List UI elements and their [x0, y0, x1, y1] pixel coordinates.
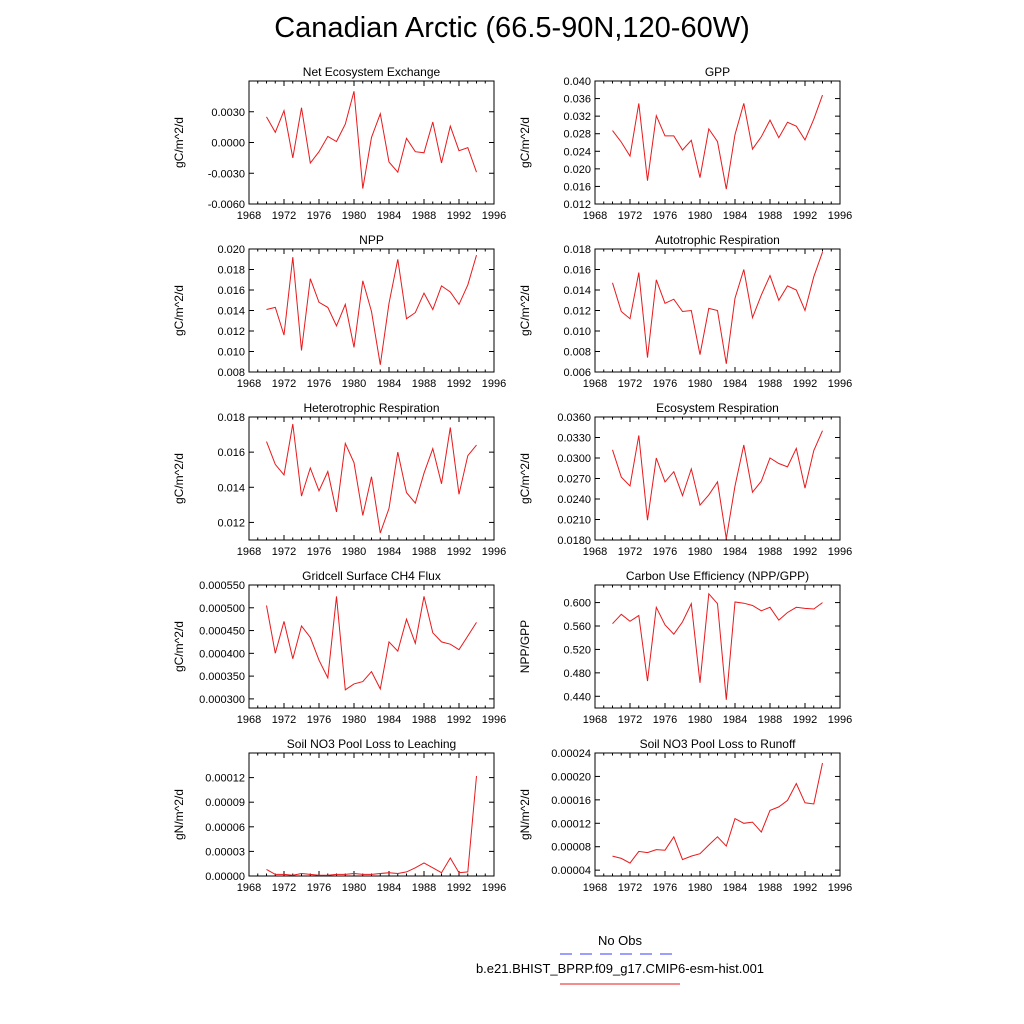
x-tick-label: 1988	[411, 546, 437, 558]
plot-frame	[595, 753, 840, 876]
chart-panel-1	[172, 65, 506, 222]
x-tick-label: 1996	[481, 378, 507, 390]
panel-title: Soil NO3 Pool Loss to Runoff	[639, 737, 796, 751]
x-tick-label: 1968	[582, 210, 608, 222]
x-tick-label: 1968	[236, 882, 262, 894]
y-tick-label: 0.000400	[199, 648, 245, 661]
x-tick-label: 1984	[376, 714, 402, 726]
x-tick-label: 1996	[827, 210, 853, 222]
x-tick-label: 1996	[827, 546, 853, 558]
panel-title: Soil NO3 Pool Loss to Leaching	[286, 737, 457, 751]
x-tick-label: 1984	[722, 882, 748, 894]
x-tick-label: 1976	[652, 210, 678, 222]
plot-frame	[249, 585, 494, 708]
series-line	[267, 776, 477, 875]
panel-title: Net Ecosystem Exchange	[302, 65, 441, 79]
x-tick-label: 1988	[411, 210, 437, 222]
x-tick-label: 1996	[481, 714, 507, 726]
y-axis-label: gC/m^2/d	[172, 621, 186, 672]
x-tick-label: 1992	[446, 210, 472, 222]
chart-panel-6	[518, 401, 852, 558]
series-line	[267, 596, 477, 689]
x-tick-label: 1968	[582, 714, 608, 726]
chart-panel-3	[172, 233, 506, 390]
x-tick-label: 1992	[792, 882, 818, 894]
x-tick-label: 1968	[582, 882, 608, 894]
x-tick-label: 1992	[792, 714, 818, 726]
x-tick-label: 1980	[341, 546, 367, 558]
x-tick-label: 1988	[411, 714, 437, 726]
y-tick-label: 0.0300	[557, 453, 591, 465]
chart-panel-4	[518, 233, 852, 390]
y-tick-label: 0.00012	[551, 818, 591, 831]
x-tick-label: 1968	[582, 378, 608, 390]
series-line	[613, 763, 823, 863]
y-axis-label: gC/m^2/d	[518, 117, 532, 168]
x-tick-label: 1980	[341, 882, 367, 894]
x-tick-label: 1984	[376, 210, 402, 222]
x-tick-label: 1984	[722, 714, 748, 726]
y-tick-label: 0.00016	[551, 794, 591, 807]
x-tick-label: 1988	[757, 378, 783, 390]
y-tick-label: 0.0270	[557, 473, 591, 486]
x-tick-label: 1972	[271, 546, 297, 558]
y-tick-label: 0.000300	[199, 693, 245, 706]
x-tick-label: 1972	[617, 210, 643, 222]
plot-frame	[249, 81, 494, 204]
x-tick-label: 1992	[446, 714, 472, 726]
x-tick-label: 1976	[652, 546, 678, 558]
x-tick-label: 1992	[792, 210, 818, 222]
x-tick-label: 1984	[722, 378, 748, 390]
y-tick-label: 0.000350	[199, 671, 245, 684]
y-tick-label: 0.0360	[557, 412, 591, 424]
series-line	[613, 95, 823, 189]
x-tick-label: 1976	[306, 378, 332, 390]
x-tick-label: 1992	[446, 378, 472, 390]
x-tick-label: 1984	[722, 210, 748, 222]
y-tick-label: 0.040	[563, 76, 591, 88]
series-line	[267, 424, 477, 533]
x-tick-label: 1972	[271, 882, 297, 894]
chart-panel-9	[172, 737, 506, 894]
chart-panel-5	[172, 401, 506, 558]
x-tick-label: 1972	[271, 714, 297, 726]
series-line	[267, 255, 477, 365]
legend-obs-label: No Obs	[597, 933, 643, 948]
y-tick-label: 0.000550	[199, 580, 245, 592]
x-tick-label: 1996	[481, 882, 507, 894]
y-tick-label: 0.008	[217, 367, 245, 379]
y-axis-label: gC/m^2/d	[518, 453, 532, 504]
y-tick-label: 0.440	[563, 691, 591, 704]
x-tick-label: 1988	[757, 882, 783, 894]
y-tick-label: 0.0330	[557, 432, 591, 445]
x-tick-label: 1980	[341, 378, 367, 390]
y-tick-label: 0.00012	[205, 772, 245, 785]
y-tick-label: 0.012	[217, 326, 245, 338]
y-tick-label: 0.014	[217, 305, 245, 318]
y-tick-label: 0.0180	[557, 535, 591, 547]
y-tick-label: 0.020	[563, 163, 591, 176]
x-tick-label: 1984	[376, 882, 402, 894]
y-tick-label: 0.024	[563, 146, 591, 159]
chart-panel-8	[518, 569, 852, 726]
x-tick-label: 1972	[617, 714, 643, 726]
x-tick-label: 1996	[827, 714, 853, 726]
x-tick-label: 1980	[687, 210, 713, 222]
x-tick-label: 1992	[446, 546, 472, 558]
panel-title: Ecosystem Respiration	[656, 401, 779, 415]
x-tick-label: 1976	[652, 882, 678, 894]
x-tick-label: 1984	[376, 378, 402, 390]
y-tick-label: 0.560	[563, 621, 591, 633]
legend-model-label: b.e21.BHIST_BPRP.f09_g17.CMIP6-esm-hist.001	[475, 961, 765, 976]
y-tick-label: 0.018	[563, 244, 591, 256]
chart-panel-10	[518, 737, 852, 894]
y-tick-label: 0.600	[563, 597, 591, 610]
x-tick-label: 1980	[687, 714, 713, 726]
y-tick-label: 0.0030	[211, 106, 245, 119]
x-tick-label: 1996	[481, 546, 507, 558]
y-tick-label: 0.028	[563, 128, 591, 141]
panel-title: GPP	[704, 65, 731, 79]
y-tick-label: 0.018	[217, 412, 245, 424]
y-tick-label: 0.000500	[199, 602, 245, 615]
x-tick-label: 1980	[687, 378, 713, 390]
x-tick-label: 1984	[376, 546, 402, 558]
page-title: Canadian Arctic (66.5-90N,120-60W)	[274, 12, 750, 44]
x-tick-label: 1992	[792, 546, 818, 558]
y-axis-label: gC/m^2/d	[518, 285, 532, 336]
series-line	[613, 252, 823, 364]
y-tick-label: 0.0240	[557, 494, 591, 506]
y-tick-label: 0.012	[217, 517, 245, 530]
x-tick-label: 1984	[722, 546, 748, 558]
y-tick-label: 0.014	[217, 482, 245, 495]
x-tick-label: 1988	[411, 378, 437, 390]
chart-panel-2	[518, 65, 852, 222]
y-tick-label: 0.010	[563, 326, 591, 338]
panel-title: Autotrophic Respiration	[655, 233, 780, 247]
y-tick-label: 0.018	[217, 264, 245, 277]
x-tick-label: 1992	[792, 378, 818, 390]
x-tick-label: 1992	[446, 882, 472, 894]
x-tick-label: 1988	[757, 210, 783, 222]
y-axis-label: gN/m^2/d	[518, 789, 532, 840]
x-tick-label: 1976	[306, 210, 332, 222]
y-tick-label: 0.480	[563, 667, 591, 680]
panel-title: Heterotrophic Respiration	[303, 401, 440, 415]
y-tick-label: 0.00009	[205, 797, 245, 810]
plot-frame	[249, 753, 494, 876]
x-tick-label: 1980	[687, 882, 713, 894]
y-tick-label: 0.00008	[551, 841, 591, 854]
x-tick-label: 1980	[341, 714, 367, 726]
x-tick-label: 1968	[236, 210, 262, 222]
y-tick-label: -0.0030	[207, 168, 245, 181]
y-tick-label: 0.00000	[205, 871, 245, 883]
y-tick-label: 0.006	[563, 367, 591, 379]
x-tick-label: 1972	[271, 210, 297, 222]
y-tick-label: 0.00006	[205, 821, 245, 834]
y-tick-label: 0.00024	[551, 748, 591, 760]
x-tick-label: 1968	[582, 546, 608, 558]
x-tick-label: 1976	[306, 546, 332, 558]
x-tick-label: 1980	[687, 546, 713, 558]
y-axis-label: gC/m^2/d	[172, 453, 186, 504]
y-tick-label: 0.0000	[211, 137, 245, 150]
chart-panel-7	[172, 569, 506, 726]
y-tick-label: 0.016	[217, 285, 245, 297]
panel-title: NPP	[359, 233, 384, 247]
panel-title: Gridcell Surface CH4 Flux	[302, 569, 441, 583]
y-tick-label: 0.016	[217, 447, 245, 460]
y-tick-label: -0.0060	[207, 199, 245, 211]
y-tick-label: 0.010	[217, 346, 245, 359]
y-tick-label: 0.00020	[551, 771, 591, 784]
series-line	[613, 431, 823, 539]
y-axis-label: NPP/GPP	[518, 619, 532, 674]
x-tick-label: 1968	[236, 378, 262, 390]
x-tick-label: 1988	[757, 714, 783, 726]
y-tick-label: 0.0210	[557, 514, 591, 527]
y-axis-label: gN/m^2/d	[172, 789, 186, 840]
x-tick-label: 1968	[236, 714, 262, 726]
y-tick-label: 0.00003	[205, 846, 245, 859]
y-tick-label: 0.520	[563, 644, 591, 657]
y-tick-label: 0.000450	[199, 625, 245, 638]
x-tick-label: 1996	[827, 378, 853, 390]
y-tick-label: 0.032	[563, 111, 591, 124]
y-tick-label: 0.020	[217, 244, 245, 256]
x-tick-label: 1976	[306, 882, 332, 894]
y-tick-label: 0.00004	[551, 865, 591, 878]
y-axis-label: gC/m^2/d	[172, 117, 186, 168]
x-tick-label: 1972	[617, 882, 643, 894]
series-line	[613, 594, 823, 700]
y-tick-label: 0.012	[563, 305, 591, 318]
x-tick-label: 1996	[481, 210, 507, 222]
y-tick-label: 0.014	[563, 285, 591, 297]
x-tick-label: 1972	[617, 378, 643, 390]
x-tick-label: 1988	[411, 882, 437, 894]
y-tick-label: 0.036	[563, 93, 591, 106]
x-tick-label: 1976	[652, 714, 678, 726]
x-tick-label: 1976	[306, 714, 332, 726]
x-tick-label: 1968	[236, 546, 262, 558]
y-tick-label: 0.016	[563, 264, 591, 277]
x-tick-label: 1976	[652, 378, 678, 390]
x-tick-label: 1996	[827, 882, 853, 894]
y-axis-label: gC/m^2/d	[172, 285, 186, 336]
y-tick-label: 0.012	[563, 199, 591, 211]
series-line	[267, 91, 477, 188]
x-tick-label: 1988	[757, 546, 783, 558]
y-tick-label: 0.016	[563, 181, 591, 194]
panel-title: Carbon Use Efficiency (NPP/GPP)	[625, 569, 810, 583]
y-tick-label: 0.008	[563, 346, 591, 359]
x-tick-label: 1972	[271, 378, 297, 390]
x-tick-label: 1972	[617, 546, 643, 558]
x-tick-label: 1980	[341, 210, 367, 222]
